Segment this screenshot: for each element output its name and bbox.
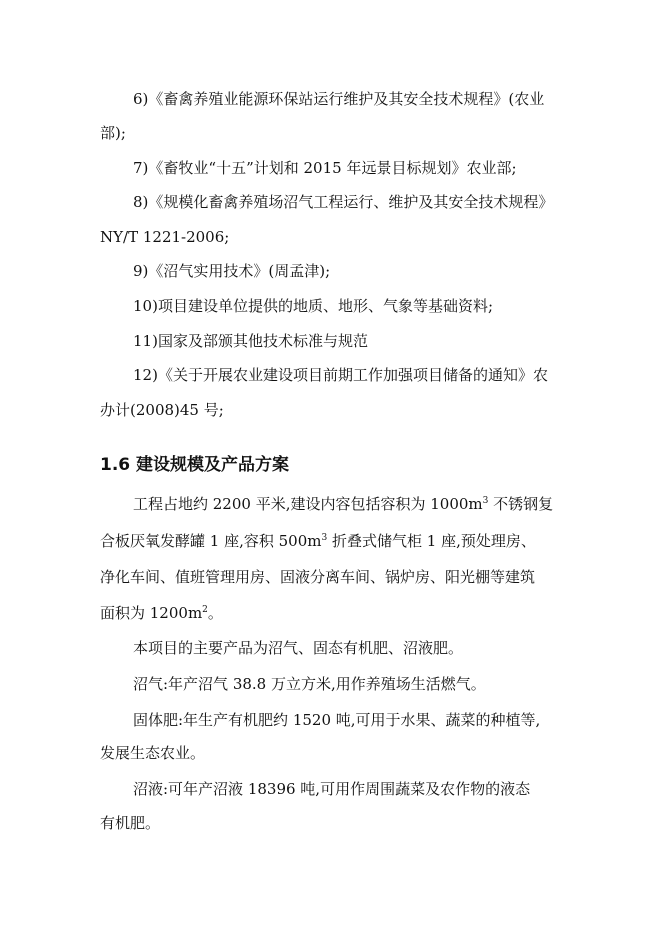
para3: 沼气:年产沼气 38.8 万立方米,用作养殖场生活燃气。 xyxy=(133,675,486,693)
reference-10: 10)项目建设单位提供的地质、地形、气象等基础资料; xyxy=(133,297,493,315)
para4-line2: 发展生态农业。 xyxy=(100,744,206,762)
reference-11: 11)国家及部颁其他技术标准与规范 xyxy=(133,332,368,350)
reference-7: 7)《畜牧业“十五”计划和 2015 年远景目标规划》农业部; xyxy=(133,159,517,177)
para1-line3: 净化车间、值班管理用房、固液分离车间、锅炉房、阳光棚等建筑 xyxy=(100,568,536,586)
reference-8-line2: NY/T 1221-2006; xyxy=(100,228,230,246)
reference-6-line2: 部); xyxy=(100,124,126,142)
reference-8-line1: 8)《规模化畜禽养殖场沼气工程运行、维护及其安全技术规程》 xyxy=(133,193,554,211)
reference-12-line1: 12)《关于开展农业建设项目前期工作加强项目储备的通知》农 xyxy=(133,366,548,384)
para1-line2: 合板厌氧发酵罐 1 座,容积 $500m^3$ 折叠式储气柜 1 座,预处理房、 xyxy=(100,532,536,550)
section-heading: 1.6 建设规模及产品方案 xyxy=(100,455,290,475)
para1-line4: 面积为 $1200m^2$。 xyxy=(100,604,223,622)
reference-12-line2: 办计(2008)45 号; xyxy=(100,401,224,419)
para2: 本项目的主要产品为沼气、固态有机肥、沼液肥。 xyxy=(133,639,464,657)
para4-line1: 固体肥:年生产有机肥约 1520 吨,可用于水果、蔬菜的种植等, xyxy=(133,711,541,729)
reference-6-line1: 6)《畜禽养殖业能源环保站运行维护及其安全技术规程》(农业 xyxy=(133,90,545,108)
para5-line1: 沼液:可年产沼液 18396 吨,可用作周围蔬菜及农作物的液态 xyxy=(133,780,531,798)
para5-line2: 有机肥。 xyxy=(100,814,161,832)
para1-line1: 工程占地约 2200 平米,建设内容包括容积为 $1000m^3$ 不锈钢复 xyxy=(133,495,554,513)
reference-9: 9)《沼气实用技术》(周孟津); xyxy=(133,262,331,280)
